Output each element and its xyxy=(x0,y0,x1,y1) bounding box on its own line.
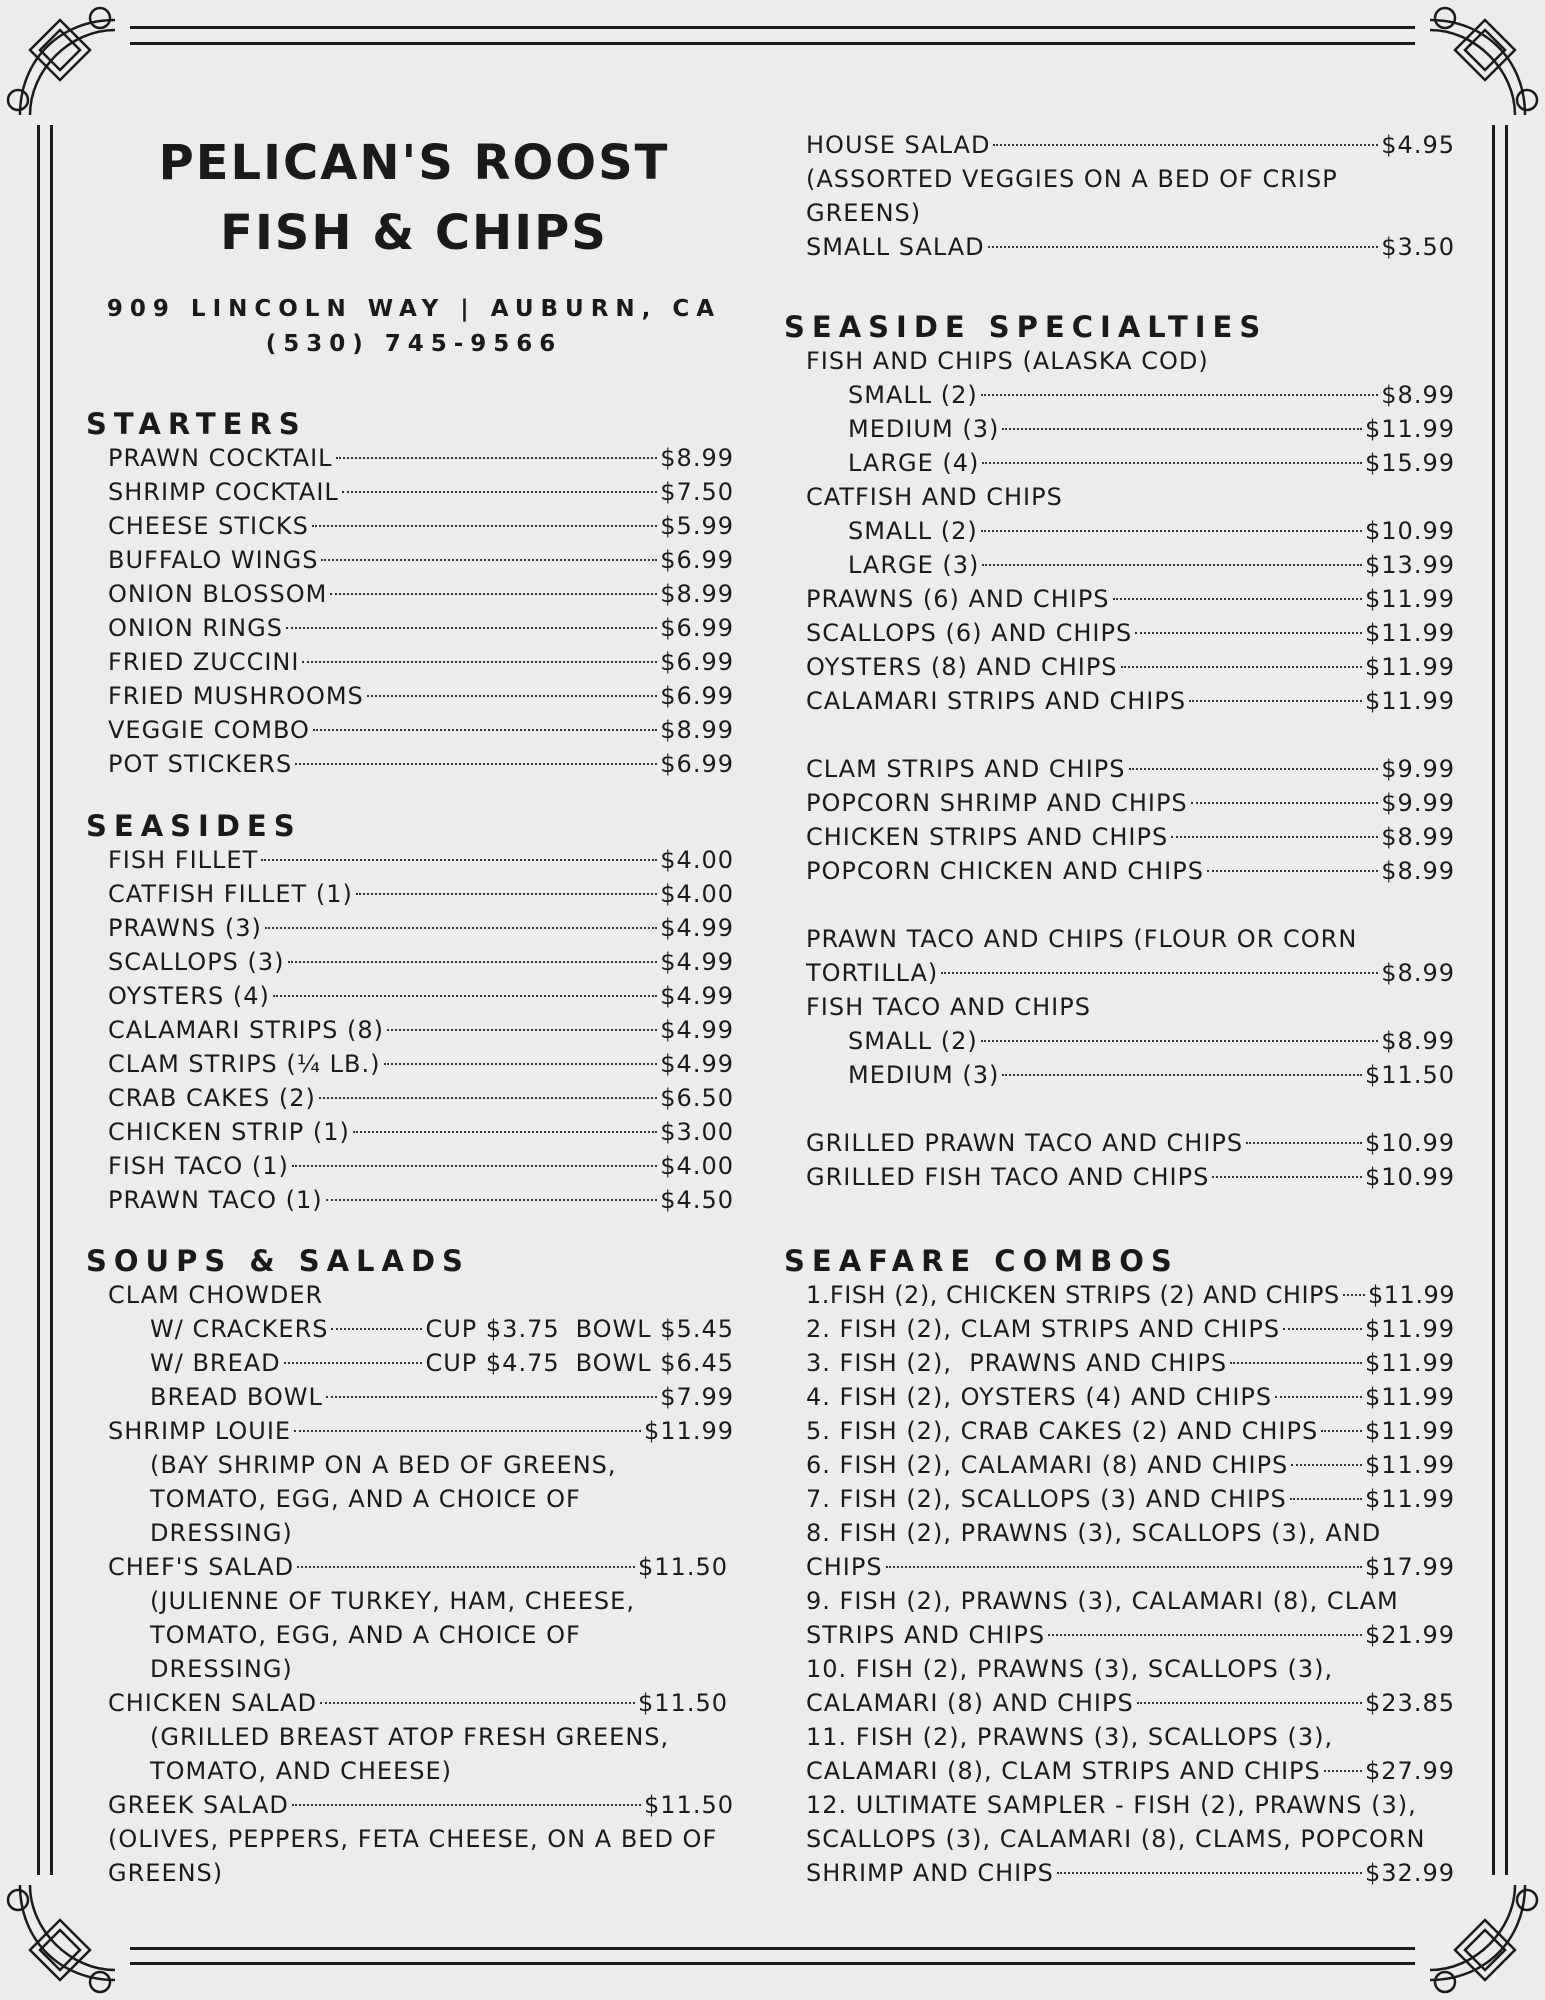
item-price: $11.99 xyxy=(1365,585,1455,613)
item-name: SCALLOPS (3), CALAMARI (8), CLAMS, POPCORN xyxy=(806,1825,1426,1853)
bowl-price: BOWL $5.45 xyxy=(575,1315,734,1343)
item-price: $13.99 xyxy=(1365,551,1455,579)
cup-price: CUP $4.75 xyxy=(425,1349,560,1377)
item-note: GREENS) xyxy=(108,1859,224,1887)
item-price: $11.99 xyxy=(1368,1281,1455,1309)
list-item xyxy=(86,543,734,577)
list-item xyxy=(784,752,1455,786)
right-rule-inner xyxy=(1492,125,1495,1875)
item-note: TOMATO, EGG, AND A CHOICE OF xyxy=(150,1621,581,1649)
item-price: $8.99 xyxy=(660,580,734,608)
list-item xyxy=(86,1550,734,1584)
list-item xyxy=(784,344,1455,378)
list-item xyxy=(784,1126,1455,1160)
item-name: 6. FISH (2), CALAMARI (8) AND CHIPS xyxy=(806,1451,1289,1479)
item-name: ONION BLOSSOM xyxy=(108,580,328,608)
item-name: BREAD BOWL xyxy=(150,1383,323,1411)
item-name: FISH TACO AND CHIPS xyxy=(806,993,1091,1021)
item-price: $6.99 xyxy=(660,682,734,710)
item-price: $7.99 xyxy=(660,1383,734,1411)
item-name: LARGE (3) xyxy=(848,551,980,579)
item-price: $8.99 xyxy=(1381,959,1455,987)
list-item xyxy=(86,747,734,781)
item-price: $11.99 xyxy=(1365,687,1455,715)
item-price: $11.99 xyxy=(1365,1451,1455,1479)
list-item xyxy=(784,786,1455,820)
right-rule-outer xyxy=(1505,125,1508,1875)
item-note: TOMATO, EGG, AND A CHOICE OF xyxy=(150,1485,581,1513)
item-price: $8.99 xyxy=(660,716,734,744)
list-item xyxy=(86,911,734,945)
item-note: (BAY SHRIMP ON A BED OF GREENS, xyxy=(150,1451,617,1479)
item-price: $32.99 xyxy=(1365,1859,1455,1887)
item-name: CHEF'S SALAD xyxy=(108,1553,295,1581)
list-item xyxy=(784,1550,1455,1584)
list-item xyxy=(784,582,1455,616)
list-item xyxy=(784,956,1455,990)
list-item xyxy=(784,1788,1455,1822)
item-name: W/ BREAD xyxy=(150,1349,281,1377)
section-title-starters: STARTERS xyxy=(86,407,307,441)
list-item xyxy=(784,548,1455,582)
corner-ornament-icon xyxy=(1425,0,1545,120)
item-name: SCALLOPS (6) AND CHIPS xyxy=(806,619,1133,647)
list-item xyxy=(86,1312,734,1346)
corner-ornament-icon xyxy=(0,0,120,120)
item-price: $8.99 xyxy=(660,444,734,472)
item-name: CATFISH FILLET (1) xyxy=(108,880,353,908)
item-name: PRAWNS (6) AND CHIPS xyxy=(806,585,1110,613)
item-price: $7.50 xyxy=(660,478,734,506)
list-item xyxy=(784,1414,1455,1448)
item-price: $11.99 xyxy=(1365,1417,1455,1445)
list-item xyxy=(86,679,734,713)
list-item xyxy=(86,713,734,747)
item-name: OYSTERS (4) xyxy=(108,982,270,1010)
list-item xyxy=(784,1380,1455,1414)
item-price: $11.50 xyxy=(1365,1061,1455,1089)
item-name: 11. FISH (2), PRAWNS (3), SCALLOPS (3), xyxy=(806,1723,1334,1751)
item-price: $5.99 xyxy=(660,512,734,540)
list-item xyxy=(784,1312,1455,1346)
list-item xyxy=(784,616,1455,650)
item-price: $9.99 xyxy=(1381,755,1455,783)
list-item xyxy=(86,945,734,979)
list-item xyxy=(86,1183,734,1217)
list-item xyxy=(784,1482,1455,1516)
list-item xyxy=(86,1047,734,1081)
list-item xyxy=(86,1278,734,1312)
list-item xyxy=(86,441,734,475)
list-item xyxy=(784,1024,1455,1058)
item-name: 12. ULTIMATE SAMPLER - FISH (2), PRAWNS (3), xyxy=(806,1791,1417,1819)
item-name: HOUSE SALAD xyxy=(806,131,991,159)
list-item xyxy=(784,378,1455,412)
list-item xyxy=(784,922,1455,956)
item-note: (OLIVES, PEPPERS, FETA CHEESE, ON A BED OF xyxy=(108,1825,718,1853)
item-name: 5. FISH (2), CRAB CAKES (2) AND CHIPS xyxy=(806,1417,1319,1445)
list-item xyxy=(86,843,734,877)
item-price: $11.99 xyxy=(1365,1349,1455,1377)
item-name: CRAB CAKES (2) xyxy=(108,1084,316,1112)
combos-list xyxy=(784,1278,1455,1890)
item-price: $10.99 xyxy=(1365,1163,1455,1191)
item-name: BUFFALO WINGS xyxy=(108,546,319,574)
item-name: CALAMARI STRIPS (8) xyxy=(108,1016,385,1044)
item-name: CATFISH AND CHIPS xyxy=(806,483,1063,511)
item-name: CLAM STRIPS (¼ LB.) xyxy=(108,1050,381,1078)
item-price: $11.99 xyxy=(1365,619,1455,647)
item-name: GRILLED PRAWN TACO AND CHIPS xyxy=(806,1129,1244,1157)
list-item xyxy=(86,1115,734,1149)
title-line-2: FISH & CHIPS xyxy=(220,205,608,261)
restaurant-title xyxy=(86,128,742,268)
list-item xyxy=(784,1584,1455,1618)
item-name: MEDIUM (3) xyxy=(848,1061,1000,1089)
item-price: $4.50 xyxy=(660,1186,734,1214)
item-name: CHICKEN STRIPS AND CHIPS xyxy=(806,823,1169,851)
item-price: $6.99 xyxy=(660,546,734,574)
top-rule-inner xyxy=(130,42,1415,45)
list-item xyxy=(86,645,734,679)
bowl-price: BOWL $6.45 xyxy=(575,1349,734,1377)
specialties-list xyxy=(784,344,1455,1194)
list-item xyxy=(784,1058,1455,1092)
item-name: GRILLED FISH TACO AND CHIPS xyxy=(806,1163,1210,1191)
list-item xyxy=(784,1856,1455,1890)
item-name: LARGE (4) xyxy=(848,449,980,477)
cup-price: CUP $3.75 xyxy=(425,1315,560,1343)
section-title-soups-salads: SOUPS & SALADS xyxy=(86,1244,470,1278)
item-name: 1.FISH (2), CHICKEN STRIPS (2) AND CHIPS xyxy=(806,1281,1340,1309)
title-line-1: PELICAN'S ROOST xyxy=(158,135,670,191)
item-price: $4.00 xyxy=(660,846,734,874)
item-name: CALAMARI (8), CLAM STRIPS AND CHIPS xyxy=(806,1757,1321,1785)
list-item xyxy=(784,1618,1455,1652)
item-name: PRAWN COCKTAIL xyxy=(108,444,333,472)
item-price: $23.85 xyxy=(1365,1689,1455,1717)
list-item xyxy=(784,446,1455,480)
item-name: SMALL (2) xyxy=(848,1027,978,1055)
item-price: $4.00 xyxy=(660,1152,734,1180)
item-price: $4.99 xyxy=(660,1050,734,1078)
top-rule-outer xyxy=(130,26,1415,29)
item-price: $6.99 xyxy=(660,750,734,778)
item-price: $11.99 xyxy=(644,1417,734,1445)
item-price: $11.50 xyxy=(638,1553,728,1581)
item-price: $27.99 xyxy=(1365,1757,1455,1785)
list-item xyxy=(784,1652,1455,1686)
item-note: GREENS) xyxy=(806,199,922,227)
item-name: OYSTERS (8) AND CHIPS xyxy=(806,653,1118,681)
item-name: CHICKEN SALAD xyxy=(108,1689,318,1717)
item-name: CHEESE STICKS xyxy=(108,512,309,540)
left-rule-inner xyxy=(50,125,53,1875)
item-name: GREEK SALAD xyxy=(108,1791,289,1819)
list-item xyxy=(86,877,734,911)
item-name: FRIED ZUCCINI xyxy=(108,648,300,676)
list-item xyxy=(86,611,734,645)
list-item xyxy=(86,1081,734,1115)
list-item xyxy=(86,577,734,611)
item-name: SMALL (2) xyxy=(848,381,978,409)
item-name: 8. FISH (2), PRAWNS (3), SCALLOPS (3), AND xyxy=(806,1519,1382,1547)
item-name: POT STICKERS xyxy=(108,750,293,778)
item-name: SHRIMP COCKTAIL xyxy=(108,478,339,506)
item-name: CHICKEN STRIP (1) xyxy=(108,1118,350,1146)
list-item xyxy=(784,684,1455,718)
item-price: $11.99 xyxy=(1365,653,1455,681)
item-note: TOMATO, AND CHEESE) xyxy=(150,1757,452,1785)
item-price: $8.99 xyxy=(1381,823,1455,851)
list-item xyxy=(784,1822,1455,1856)
item-name: POPCORN CHICKEN AND CHIPS xyxy=(806,857,1204,885)
list-item xyxy=(86,1788,734,1822)
item-price: $8.99 xyxy=(1381,381,1455,409)
corner-ornament-icon xyxy=(0,1880,120,2000)
item-name: STRIPS AND CHIPS xyxy=(806,1621,1046,1649)
item-price: $3.00 xyxy=(660,1118,734,1146)
item-price: $8.99 xyxy=(1381,1027,1455,1055)
list-item xyxy=(784,820,1455,854)
list-item xyxy=(86,1380,734,1414)
item-name: PRAWN TACO AND CHIPS (FLOUR OR CORN xyxy=(806,925,1358,953)
section-title-seaside-specialties: SEASIDE SPECIALTIES xyxy=(784,310,1268,344)
list-item xyxy=(86,1346,734,1380)
item-name: POPCORN SHRIMP AND CHIPS xyxy=(806,789,1188,817)
list-item xyxy=(86,1149,734,1183)
item-price: $11.99 xyxy=(1365,415,1455,443)
list-item xyxy=(86,1686,734,1720)
item-name: FISH AND CHIPS (ALASKA COD) xyxy=(806,347,1209,375)
item-name: FISH TACO (1) xyxy=(108,1152,289,1180)
starters-list xyxy=(86,441,734,781)
item-name: CLAM STRIPS AND CHIPS xyxy=(806,755,1126,783)
item-name: SHRIMP AND CHIPS xyxy=(806,1859,1054,1887)
item-name: PRAWN TACO (1) xyxy=(108,1186,323,1214)
list-item xyxy=(784,1346,1455,1380)
list-item xyxy=(784,1160,1455,1194)
item-price: $10.99 xyxy=(1365,1129,1455,1157)
section-title-seasides: SEASIDES xyxy=(86,809,302,843)
list-item xyxy=(784,1278,1455,1312)
item-name: FISH FILLET xyxy=(108,846,259,874)
bottom-rule-outer xyxy=(130,1947,1415,1950)
item-name: 10. FISH (2), PRAWNS (3), SCALLOPS (3), xyxy=(806,1655,1334,1683)
item-price: $15.99 xyxy=(1365,449,1455,477)
seasides-list xyxy=(86,843,734,1217)
list-item xyxy=(784,128,1455,162)
item-price: $11.99 xyxy=(1365,1485,1455,1513)
list-item xyxy=(784,1516,1455,1550)
item-name: VEGGIE COMBO xyxy=(108,716,310,744)
item-note: (GRILLED BREAST ATOP FRESH GREENS, xyxy=(150,1723,670,1751)
item-price: $17.99 xyxy=(1365,1553,1455,1581)
item-note: DRESSING) xyxy=(150,1655,293,1683)
item-name: 9. FISH (2), PRAWNS (3), CALAMARI (8), CLAM xyxy=(806,1587,1399,1615)
item-note: (JULIENNE OF TURKEY, HAM, CHEESE, xyxy=(150,1587,635,1615)
item-name: SMALL (2) xyxy=(848,517,978,545)
item-price: $4.99 xyxy=(660,948,734,976)
item-name: CALAMARI (8) AND CHIPS xyxy=(806,1689,1134,1717)
list-item xyxy=(784,514,1455,548)
item-price: $4.00 xyxy=(660,880,734,908)
address-block xyxy=(86,292,742,362)
item-price: $8.99 xyxy=(1381,857,1455,885)
item-name: MEDIUM (3) xyxy=(848,415,1000,443)
item-price: $9.99 xyxy=(1381,789,1455,817)
corner-ornament-icon xyxy=(1425,1880,1545,2000)
item-price: $10.99 xyxy=(1365,517,1455,545)
item-name: TORTILLA) xyxy=(806,959,939,987)
item-name: CHIPS xyxy=(806,1553,883,1581)
list-item xyxy=(86,979,734,1013)
item-name: FRIED MUSHROOMS xyxy=(108,682,364,710)
item-price: $11.99 xyxy=(1365,1315,1455,1343)
list-item xyxy=(784,412,1455,446)
item-name: SHRIMP LOUIE xyxy=(108,1417,292,1445)
item-name: SMALL SALAD xyxy=(806,233,985,261)
list-item xyxy=(784,480,1455,514)
item-name: 2. FISH (2), CLAM STRIPS AND CHIPS xyxy=(806,1315,1281,1343)
list-item xyxy=(784,230,1455,264)
item-note: (ASSORTED VEGGIES ON A BED OF CRISP xyxy=(806,165,1338,193)
item-price: $4.99 xyxy=(660,1016,734,1044)
item-price: $4.95 xyxy=(1381,131,1455,159)
list-item xyxy=(784,1720,1455,1754)
soups-salads-list xyxy=(86,1278,734,1890)
item-name: SCALLOPS (3) xyxy=(108,948,285,976)
list-item xyxy=(784,1686,1455,1720)
item-price: $4.99 xyxy=(660,914,734,942)
item-name: W/ CRACKERS xyxy=(150,1315,329,1343)
list-item xyxy=(784,990,1455,1024)
list-item xyxy=(86,475,734,509)
item-price: $21.99 xyxy=(1365,1621,1455,1649)
salads-continued-list xyxy=(784,128,1455,264)
item-price: $11.99 xyxy=(1365,1383,1455,1411)
item-note: DRESSING) xyxy=(150,1519,293,1547)
item-name: CLAM CHOWDER xyxy=(108,1281,324,1309)
item-name: 4. FISH (2), OYSTERS (4) AND CHIPS xyxy=(806,1383,1273,1411)
list-item xyxy=(86,509,734,543)
list-item xyxy=(784,1754,1455,1788)
item-name: ONION RINGS xyxy=(108,614,283,642)
address-line: 909 LINCOLN WAY | AUBURN, CA xyxy=(106,296,722,322)
list-item xyxy=(86,1414,734,1448)
bottom-rule-inner xyxy=(130,1962,1415,1965)
item-name: 7. FISH (2), SCALLOPS (3) AND CHIPS xyxy=(806,1485,1287,1513)
item-price: $6.99 xyxy=(660,648,734,676)
item-price: $4.99 xyxy=(660,982,734,1010)
section-title-seafare-combos: SEAFARE COMBOS xyxy=(784,1244,1179,1278)
item-price: $3.50 xyxy=(1381,233,1455,261)
item-price: $11.50 xyxy=(644,1791,734,1819)
item-name: 3. FISH (2), PRAWNS AND CHIPS xyxy=(806,1349,1228,1377)
list-item xyxy=(784,854,1455,888)
phone-line: (530) 745-9566 xyxy=(265,331,563,357)
list-item xyxy=(784,1448,1455,1482)
left-rule-outer xyxy=(37,125,40,1875)
item-price: $6.99 xyxy=(660,614,734,642)
list-item xyxy=(86,1013,734,1047)
item-name: CALAMARI STRIPS AND CHIPS xyxy=(806,687,1187,715)
list-item xyxy=(784,650,1455,684)
item-price: $11.50 xyxy=(638,1689,728,1717)
item-price: $6.50 xyxy=(660,1084,734,1112)
item-name: PRAWNS (3) xyxy=(108,914,262,942)
